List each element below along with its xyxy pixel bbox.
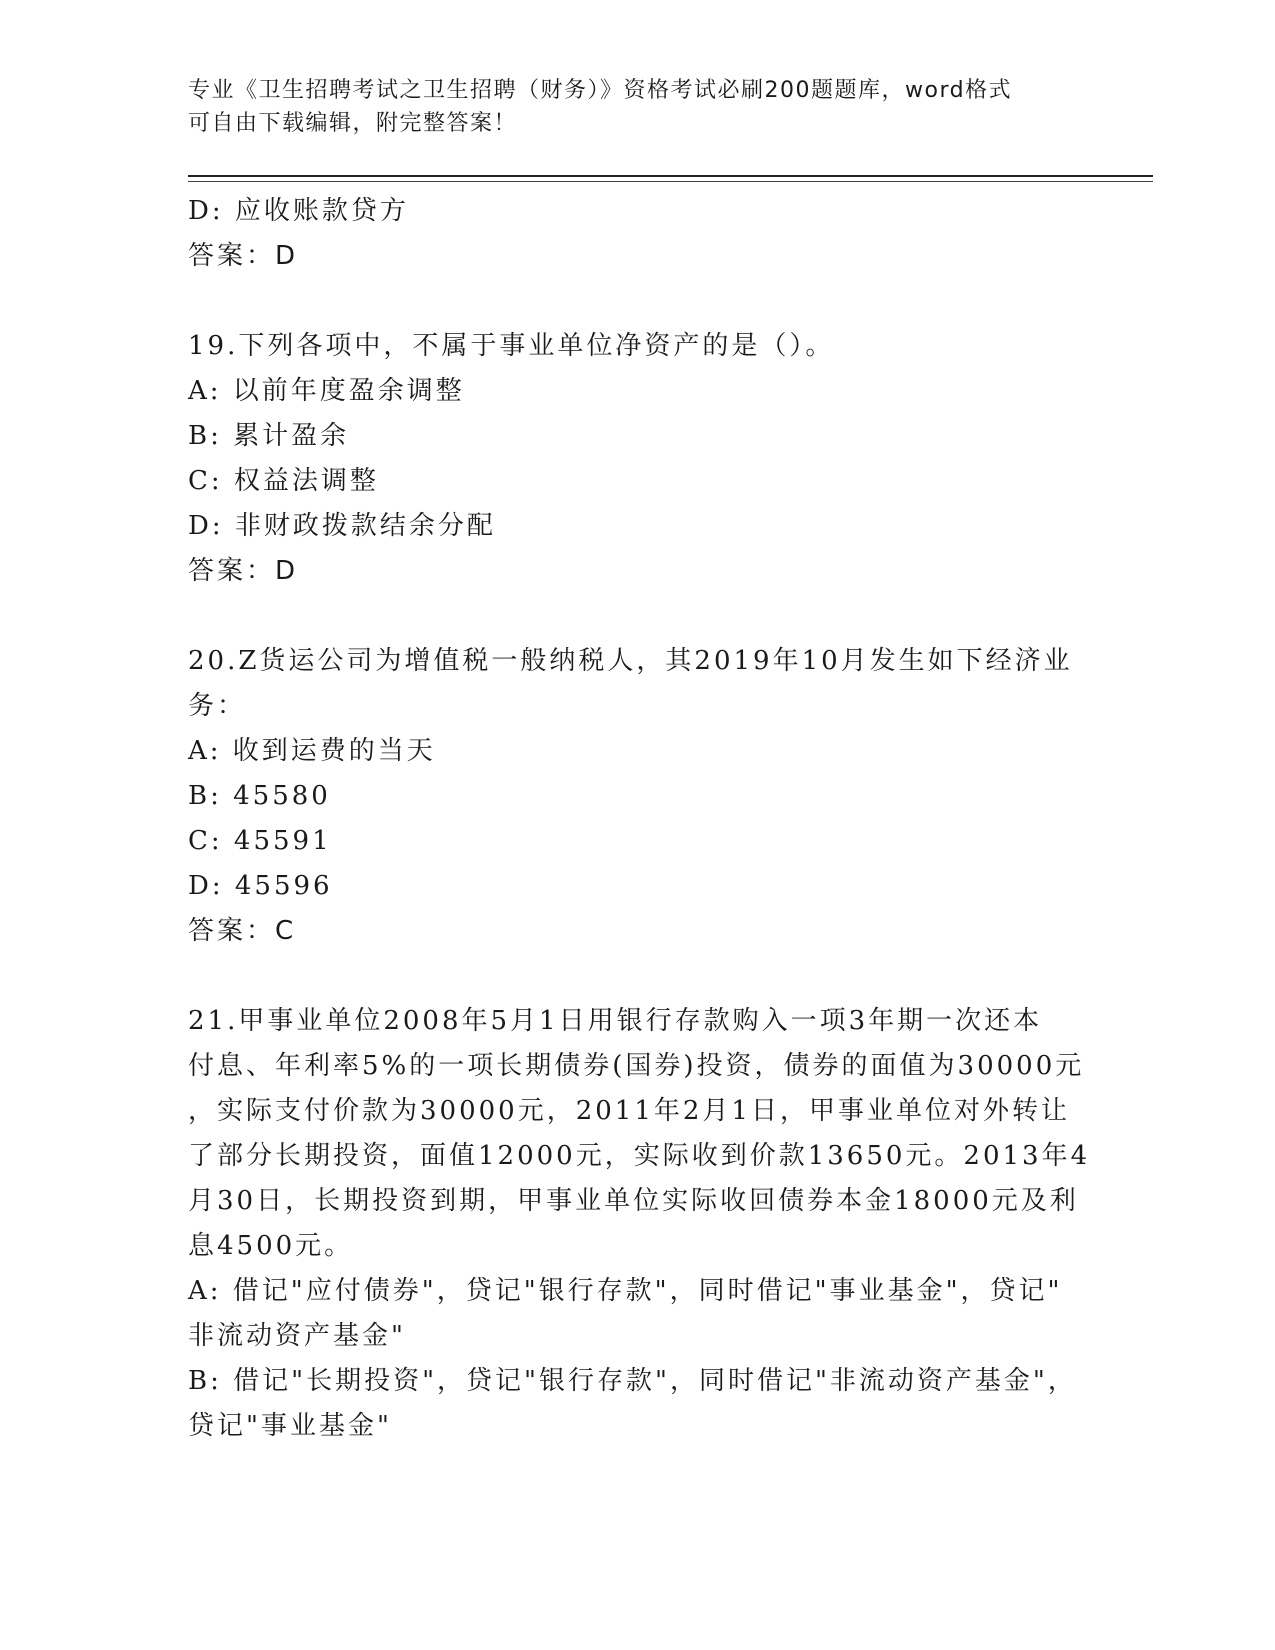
q21-stem-line-3: ，实际支付价款为30000元，2011年2月1日，甲事业单位对外转让	[188, 1096, 1070, 1126]
q20-option-b: B: 45580	[188, 781, 331, 811]
prev-option-d: D: 应收账款贷方	[188, 196, 409, 226]
q21-option-a-line-1: A: 借记"应付债券"，贷记"银行存款"，同时借记"事业基金"，贷记"	[188, 1276, 1063, 1306]
q19-option-c: C: 权益法调整	[188, 466, 379, 496]
q20-stem-line-2: 务：	[188, 691, 247, 721]
header-line-2: 可自由下载编辑，附完整答案！	[188, 111, 518, 136]
q21-option-b-line-2: 贷记"事业基金"	[188, 1411, 392, 1441]
q19-option-b: B: 累计盈余	[188, 421, 350, 451]
spacer	[188, 954, 1068, 999]
q19-stem: 19.下列各项中，不属于事业单位净资产的是（）。	[188, 331, 835, 361]
q21-stem-line-1: 21.甲事业单位2008年5月1日用银行存款购入一项3年期一次还本	[188, 1006, 1043, 1036]
q20-answer: 答案：C	[188, 916, 297, 946]
q20-option-a: A: 收到运费的当天	[188, 736, 436, 766]
q21-option-b-line-1: B: 借记"长期投资"，贷记"银行存款"，同时借记"非流动资产基金"，	[188, 1366, 1077, 1396]
q19-option-a: A: 以前年度盈余调整	[188, 376, 465, 406]
header-line-1: 专业《卫生招聘考试之卫生招聘（财务）》资格考试必刷200题题库，word格式	[188, 78, 1013, 103]
header-divider-thick	[188, 175, 1153, 177]
page-header	[188, 74, 1068, 140]
q20-stem-line-1: 20.Z货运公司为增值税一般纳税人，其2019年10月发生如下经济业	[188, 646, 1073, 676]
question-content	[188, 189, 1091, 1449]
header-divider-thin	[188, 181, 1153, 182]
q21-stem-line-4: 了部分长期投资，面值12000元，实际收到价款13650元。2013年4	[188, 1141, 1091, 1171]
prev-answer: 答案：D	[188, 241, 299, 271]
q21-stem-line-6: 息4500元。	[188, 1231, 354, 1261]
q20-option-d: D: 45596	[188, 871, 333, 901]
q21-stem-line-2: 付息、年利率5%的一项长期债券(国券)投资，债券的面值为30000元	[188, 1051, 1085, 1081]
q21-stem-line-5: 月30日，长期投资到期，甲事业单位实际收回债券本金18000元及利	[188, 1186, 1079, 1216]
q20-option-c: C: 45591	[188, 826, 332, 856]
spacer	[188, 279, 1068, 324]
spacer	[188, 594, 1068, 639]
q19-answer: 答案：D	[188, 556, 299, 586]
q21-option-a-line-2: 非流动资产基金"	[188, 1321, 406, 1351]
q19-option-d: D: 非财政拨款结余分配	[188, 511, 496, 541]
